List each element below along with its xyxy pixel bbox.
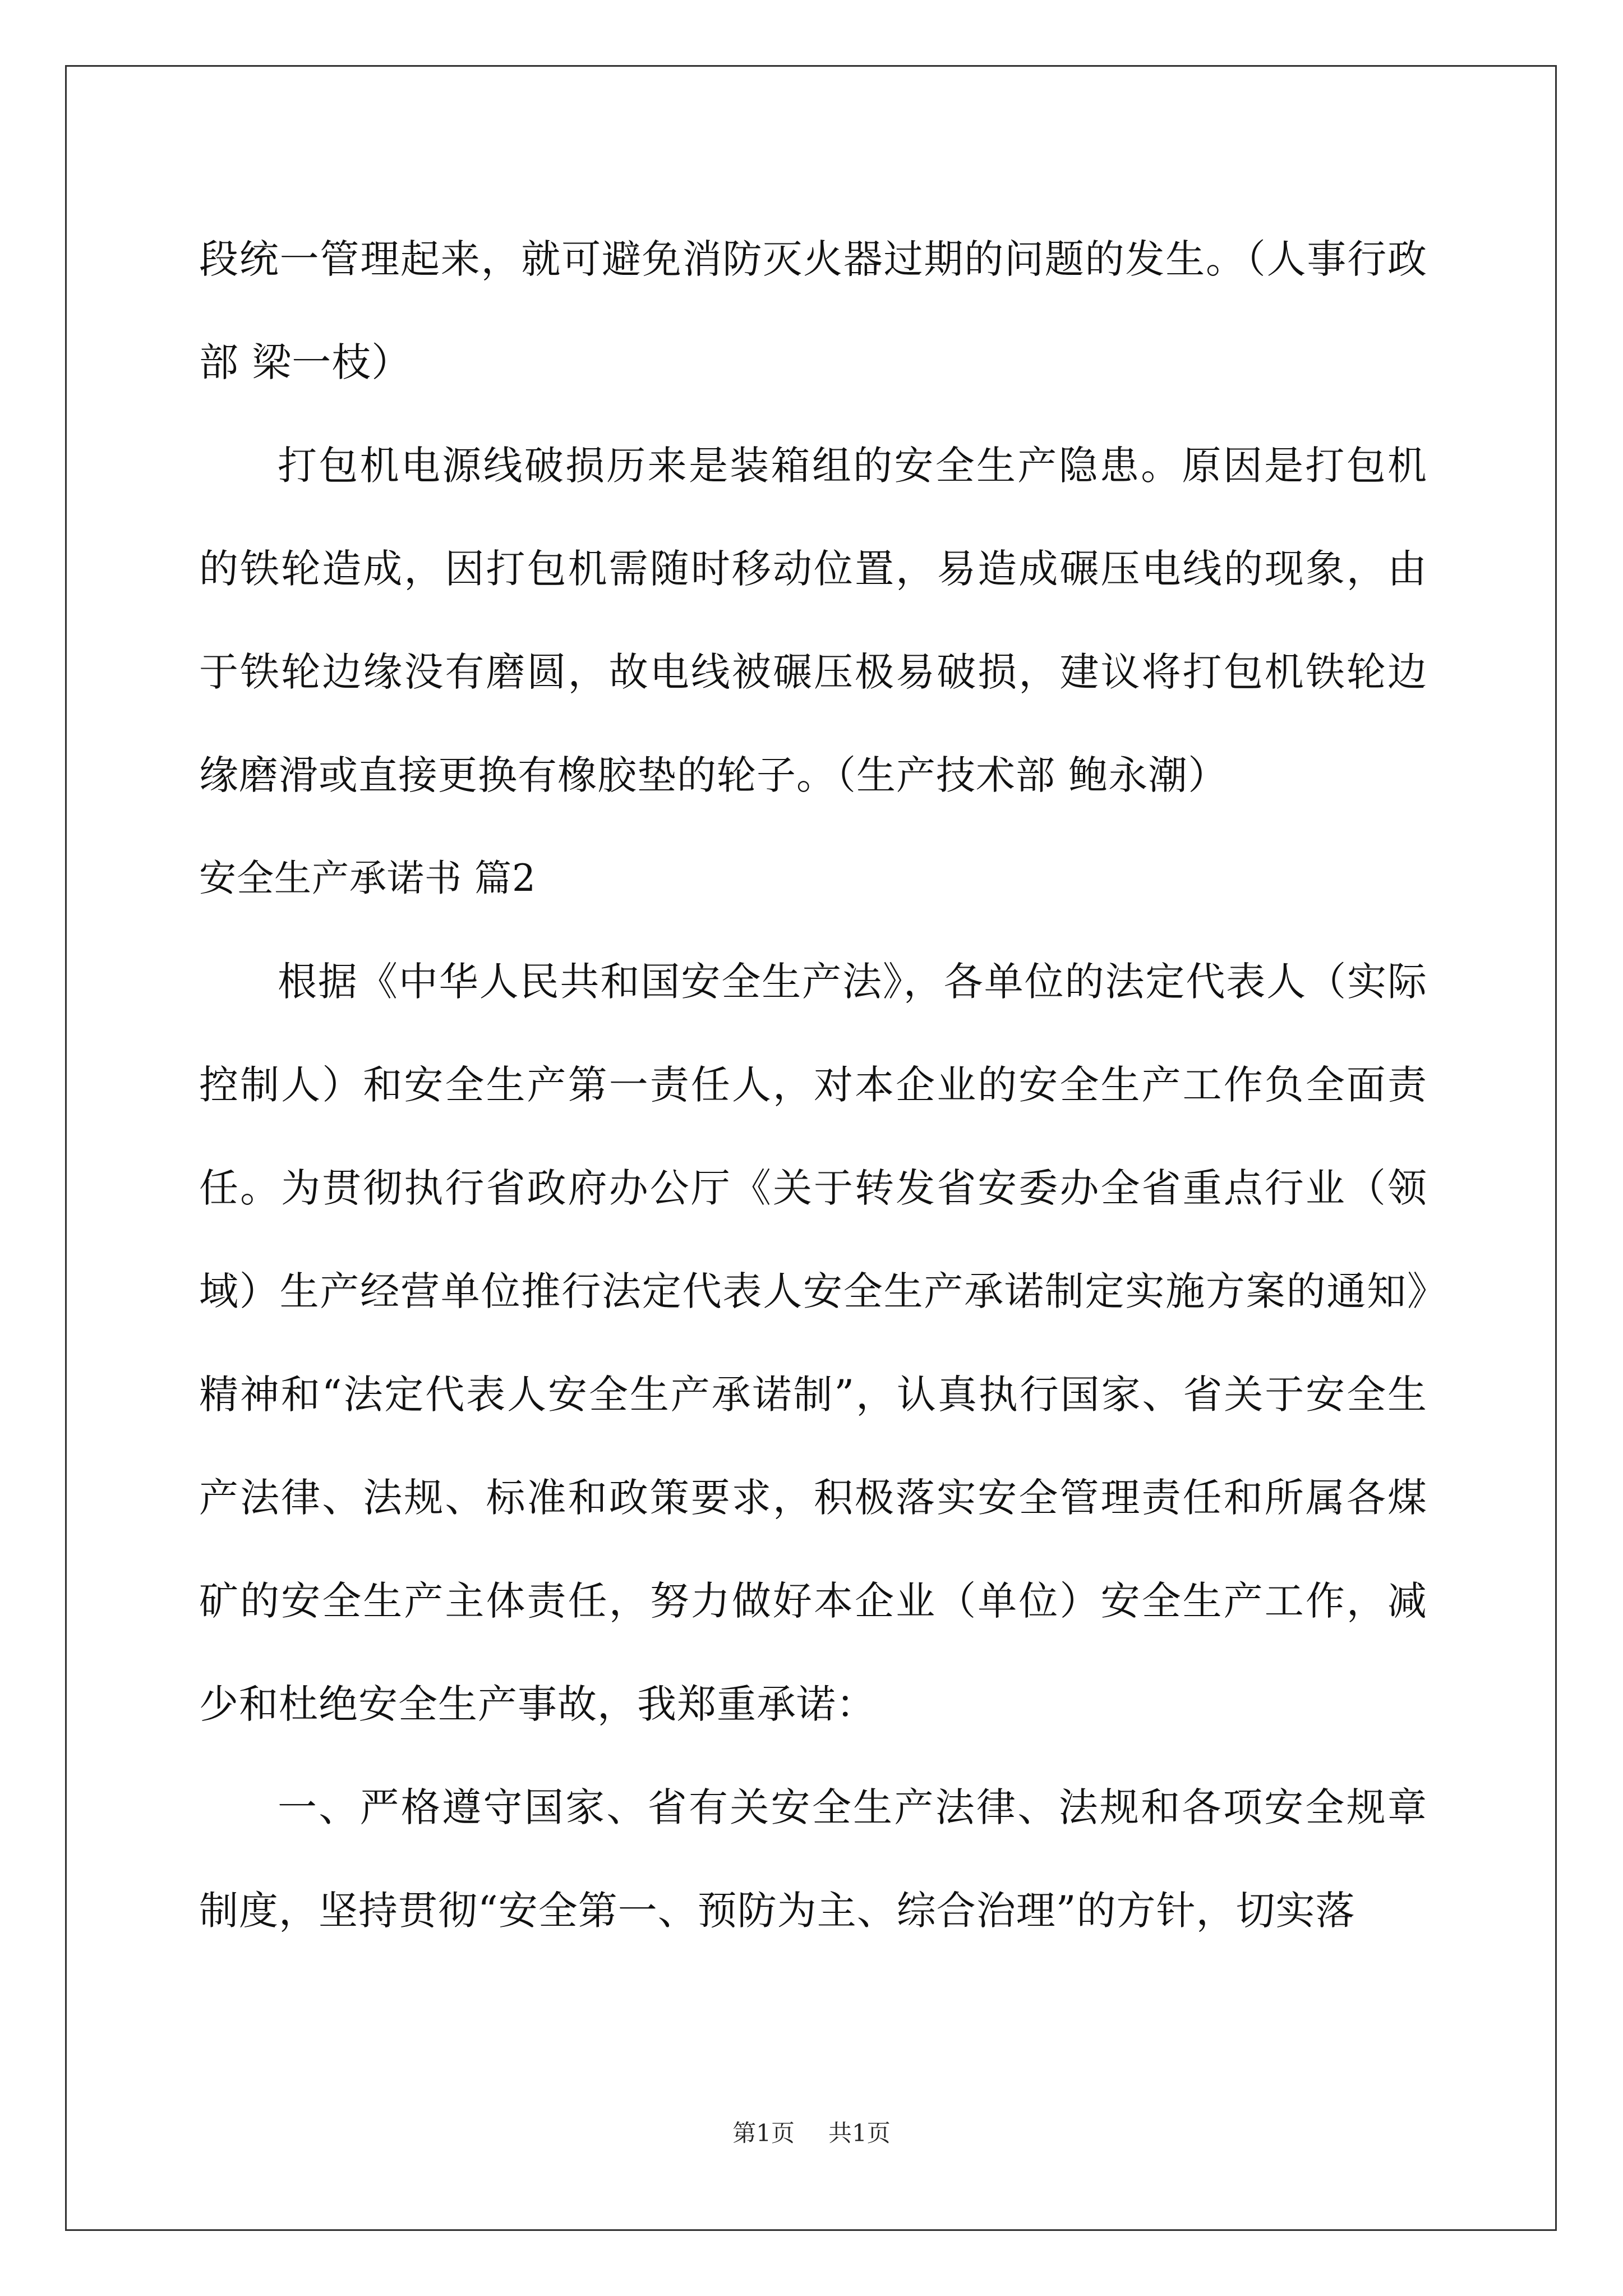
- page-footer: [0, 2115, 1623, 2148]
- document-body: [199, 208, 1427, 1962]
- page-number: 第1页: [732, 2119, 795, 2147]
- page-total: 共1页: [828, 2119, 891, 2147]
- paragraph-2: 打包机电源线破损历来是装箱组的安全生产隐患。原因是打包机的铁轮造成，因打包机需随时移动位置，易造成碾压电线的现象，由于铁轮边缘没有磨圆，故电线被碾压极易破损，建议将打包机铁轮边缘磨滑或直接更换有橡胶垫的轮子。（生产技术部 鲍永潮）: [199, 443, 1427, 798]
- section-heading: 安全生产承诺书 篇2: [199, 857, 536, 900]
- paragraph-4: 一、严格遵守国家、省有关安全生产法律、法规和各项安全规章制度，坚持贯彻“安全第一、预防为主、综合治理”的方针，切实落: [199, 1784, 1427, 1934]
- paragraph-3: 根据《中华人民共和国安全生产法》，各单位的法定代表人（实际控制人）和安全生产第一责任人，对本企业的安全生产工作负全面责任。为贯彻执行省政府办公厅《关于转发省安委办全省重点行业（领域）生产经营单位推行法定代表人安全生产承诺制定实施方案的通知》精神和“法定代表人安全生产承诺制”，认真执行国家、省关于安全生产法律、法规、标准和政策要求，积极落实安全管理责任和所属各煤矿的安全生产主体责任，努力做好本企业（单位）安全生产工作，减少和杜绝安全生产事故，我郑重承诺：: [199, 959, 1427, 1727]
- paragraph-1: 段统一管理起来，就可避免消防灭火器过期的问题的发生。（人事行政部 梁一枝）: [199, 236, 1427, 385]
